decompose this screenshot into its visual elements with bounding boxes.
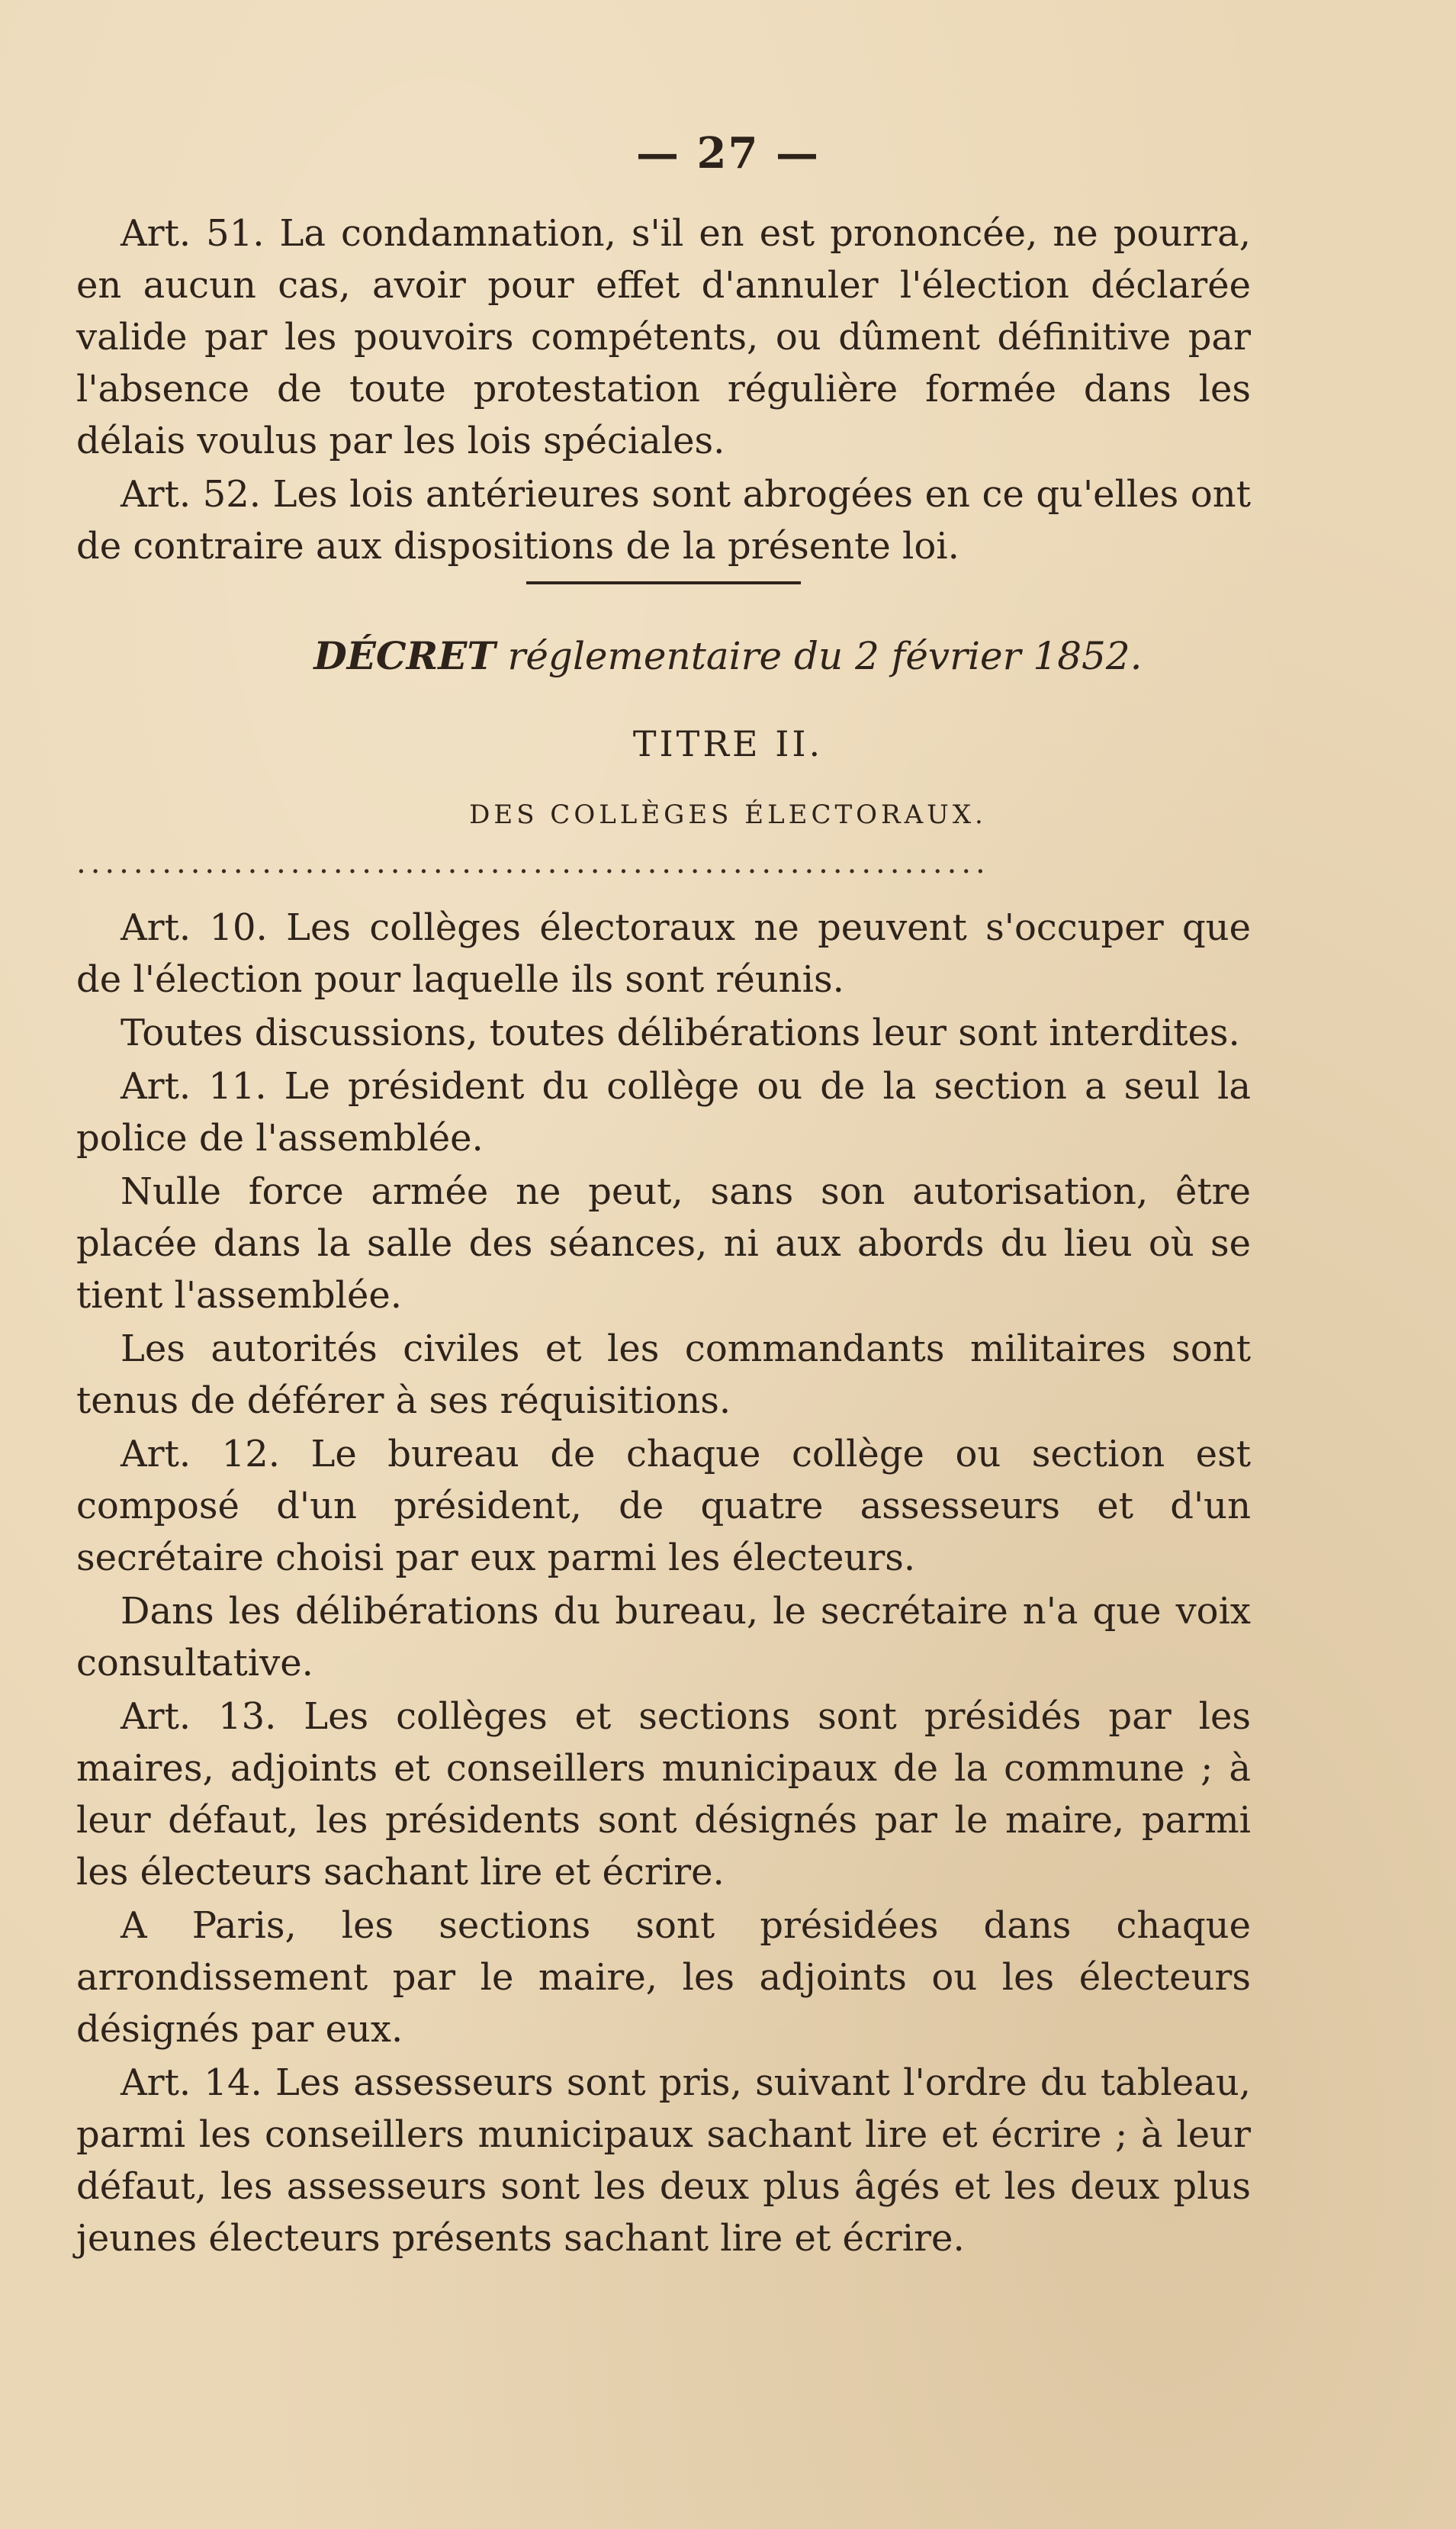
decree-lead: DÉCRET [313,633,496,678]
article-12: Art. 12. Le bureau de chaque collège ou section est composé d'un président, de quatre assesseurs et d'un secrétaire choisi par eux parmi les électeurs. [76,1433,1251,1579]
decree-rest: réglementaire du 2 février 1852. [495,634,1143,678]
paragraph-discussions: Toutes discussions, toutes délibérations leur sont interdites. [121,1012,1240,1054]
articles-51-52 [76,208,1251,572]
article-10: Art. 10. Les collèges électoraux ne peuvent s'occuper que de l'élection pour laquelle ils sont réunis. [76,906,1251,1001]
articles-10-14 [76,902,1251,2264]
paragraph-secretaire: Dans les délibérations du bureau, le secrétaire n'a que voix consultative. [76,1590,1251,1684]
elision-dots: ................................................................ [76,845,990,880]
paragraph-paris: A Paris, les sections sont présidées dans chaque arrondissement par le maire, les adjoints ou les électeurs désignés par eux. [76,1904,1251,2051]
titre-heading: TITRE II. [632,723,824,764]
article-13: Art. 13. Les collèges et sections sont présidés par les maires, adjoints et conseillers municipaux de la commune ; à leur défaut, les présidents sont désignés par le maire, parmi les électeurs sachant lire et écrire. [76,1695,1251,1894]
paragraph-autorites: Les autorités civiles et les commandants militaires sont tenus de déférer à ses réquisitions. [76,1327,1251,1422]
article-51: Art. 51. La condamnation, s'il en est prononcée, ne pourra, en aucun cas, avoir pour effet d'annuler l'élection déclarée valide par les pouvoirs compétents, ou dûment définitive par l'absence de toute protestation régulière formée dans les délais voulus par les lois spéciales. [76,212,1251,462]
section-divider [526,581,801,584]
chapter-subtitle: DES COLLÈGES ÉLECTORAUX. [469,800,987,830]
article-52: Art. 52. Les lois antérieures sont abrogées en ce qu'elles ont de contraire aux dispositions de la présente loi. [76,473,1251,568]
paragraph-force-armee: Nulle force armée ne peut, sans son autorisation, être placée dans la salle des séances, ni aux abords du lieu où se tient l'assemblée. [76,1170,1251,1317]
decree-heading [0,633,1456,678]
article-11: Art. 11. Le président du collège ou de la section a seul la police de l'assemblée. [76,1065,1251,1160]
article-14: Art. 14. Les assesseurs sont pris, suivant l'ordre du tableau, parmi les conseillers municipaux sachant lire et écrire ; à leur défaut, les assesseurs sont les deux plus âgés et les deux plus jeunes électeurs présents sachant lire et écrire. [76,2061,1251,2260]
page-number: — 27 — [636,128,820,179]
